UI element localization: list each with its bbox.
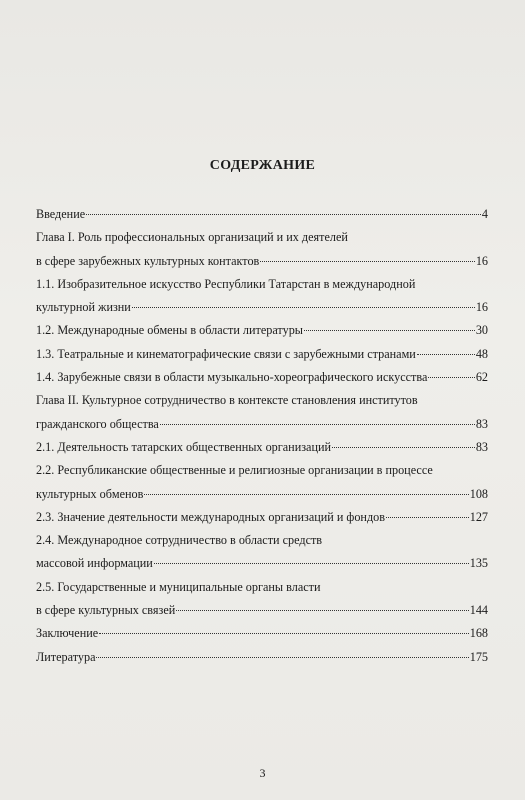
toc-entry (36, 273, 488, 320)
toc-entry-row (36, 646, 488, 669)
toc-entry-page: 144 (469, 603, 488, 618)
toc-entry-line: 2.2. Республиканские общественные и религиозные организации в процессе (36, 463, 433, 478)
toc-entry-page: 16 (475, 253, 488, 268)
dot-leader (332, 447, 475, 448)
toc-entry-row (36, 483, 488, 506)
toc-entry-page: 16 (475, 300, 488, 315)
toc-entry (36, 366, 488, 389)
toc-entry (36, 529, 488, 576)
toc-entry (36, 226, 488, 273)
toc-entry (36, 459, 488, 506)
toc-entry-page: 175 (469, 649, 488, 664)
toc-entry (36, 319, 488, 342)
toc-entry-title: Введение (36, 207, 86, 221)
toc-entry (36, 203, 488, 226)
toc-entry-row (36, 296, 488, 319)
dot-leader (260, 261, 475, 262)
dot-leader (417, 354, 475, 355)
toc-entry-title: массовой информации (36, 556, 153, 571)
table-of-contents (36, 203, 488, 669)
toc-entry-page: 135 (469, 556, 488, 571)
page-number: 3 (259, 766, 266, 780)
toc-entry-title: Заключение (36, 626, 99, 641)
toc-entry-row (36, 343, 488, 366)
toc-entry-title: 1.3. Театральные и кинематографические связи с зарубежными странами (36, 346, 416, 361)
toc-entry (36, 646, 488, 669)
dot-leader (176, 610, 468, 611)
toc-entry (36, 576, 488, 623)
toc-entry-title: 2.3. Значение деятельности международных организаций и фондов (36, 509, 385, 524)
toc-entry-page: 108 (469, 486, 488, 501)
toc-entry (36, 622, 488, 645)
toc-entry-title: 1.4. Зарубежные связи в области музыкально-хореографического искусства (36, 370, 428, 385)
toc-entry-page: 83 (475, 416, 488, 431)
dot-leader (144, 494, 468, 495)
toc-entry-title: гражданского общества (36, 416, 159, 431)
toc-entry-title: Литература (36, 649, 96, 664)
toc-entry-page: 127 (469, 509, 488, 524)
dot-leader (99, 633, 469, 634)
toc-entry-title: 1.2. Международные обмены в области литературы (36, 323, 303, 338)
dot-leader (86, 214, 481, 215)
toc-entry-page: 168 (469, 626, 488, 641)
toc-entry-row (36, 413, 488, 436)
dot-leader (304, 330, 475, 331)
dot-leader (160, 424, 475, 425)
toc-entry-page: 83 (475, 439, 488, 454)
toc-entry-line: 2.5. Государственные и муниципальные органы власти (36, 579, 321, 594)
toc-entry-row (36, 366, 488, 389)
toc-entry (36, 436, 488, 459)
toc-entry-title: в сфере культурных связей (36, 603, 176, 618)
toc-entry-row (36, 552, 488, 575)
toc-entry (36, 506, 488, 529)
dot-leader (96, 657, 468, 658)
toc-entry-row (36, 599, 488, 622)
dot-leader (154, 563, 469, 564)
toc-entry-row (36, 436, 488, 459)
dot-leader (132, 307, 475, 308)
toc-entry-line: 1.1. Изобразительное искусство Республики Татарстан в международной (36, 276, 416, 291)
dot-leader (428, 377, 474, 378)
toc-entry-line: Глава I. Роль профессиональных организаций и их деятелей (36, 230, 348, 245)
toc-entry-title: культурных обменов (36, 486, 144, 501)
toc-entry-line: Глава II. Культурное сотрудничество в контексте становления институтов (36, 393, 418, 408)
dot-leader (386, 517, 469, 518)
toc-entry-row (36, 506, 488, 529)
toc-entry-page: 62 (475, 370, 488, 385)
toc-entry-page: 48 (475, 346, 488, 361)
toc-entry-row (36, 319, 488, 342)
toc-entry-title: в сфере зарубежных культурных контактов (36, 253, 260, 268)
toc-entry-page: 30 (475, 323, 488, 338)
toc-entry (36, 389, 488, 436)
toc-entry-row (36, 250, 488, 273)
toc-entry-title: культурной жизни (36, 300, 131, 315)
toc-entry-row (36, 203, 488, 226)
toc-entry-line: 2.4. Международное сотрудничество в области средств (36, 533, 323, 548)
toc-entry-title: 2.1. Деятельность татарских общественных организаций (36, 439, 332, 454)
page-title: СОДЕРЖАНИЕ (209, 158, 316, 173)
toc-entry (36, 343, 488, 366)
toc-entry-row (36, 622, 488, 645)
toc-entry-page: 4 (481, 207, 488, 221)
